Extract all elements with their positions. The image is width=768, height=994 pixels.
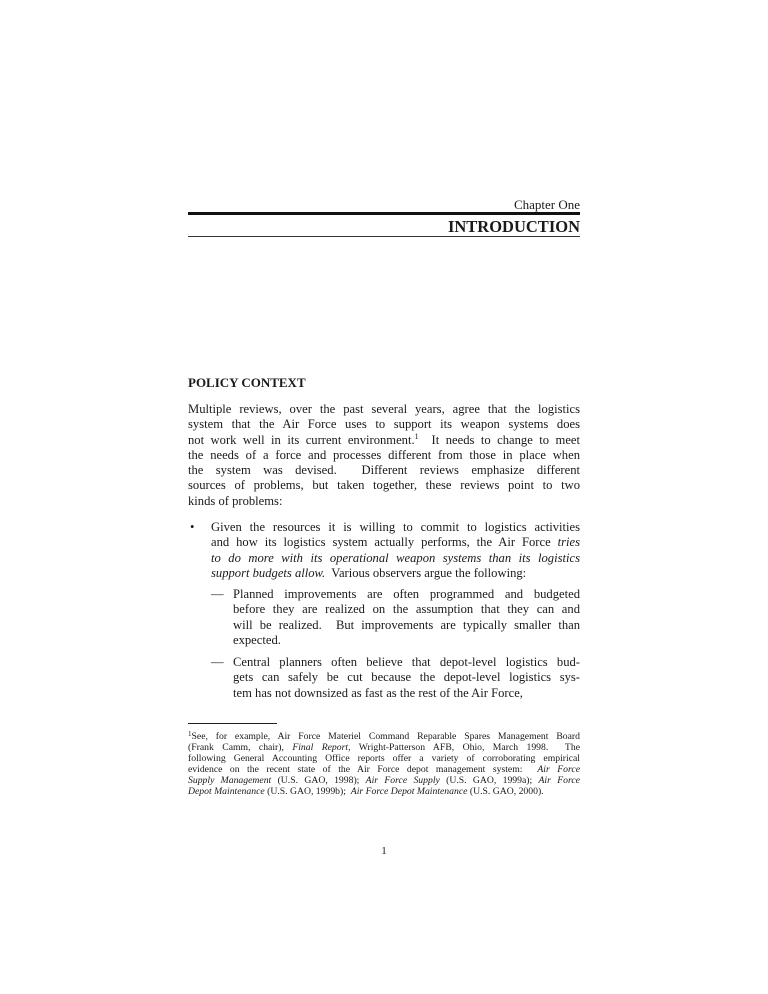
text-segment: Multiple reviews, over the past several years, agree that the logistics <box>188 402 580 416</box>
text-segment: See, for example, Air Force Materiel Command Reparable Spares Management Board <box>191 731 580 742</box>
text-segment: before they are realized on the assumption that they can and <box>233 602 580 617</box>
text-line <box>188 764 580 775</box>
text-segment: Given the resources it is willing to commit to logistics activities <box>211 520 580 534</box>
text-segment: the needs of a force and processes different from those in place when <box>188 447 580 462</box>
footnote-ref: 1 <box>414 431 419 441</box>
text-segment: and how its logistics system actually performs, the Air Force <box>211 535 558 550</box>
text-segment: the system was devised. Different reviews emphasize different <box>188 463 580 478</box>
text-line <box>188 463 580 478</box>
dash-marker: — <box>211 655 224 669</box>
chapter-rule-thin <box>188 236 580 237</box>
text-line <box>233 686 580 701</box>
dash-marker: — <box>211 587 224 601</box>
footnote <box>188 731 580 797</box>
text-segment: (U.S. GAO, 2000). <box>467 786 544 797</box>
text-line <box>188 775 580 786</box>
text-line <box>188 494 580 509</box>
text-segment: Depot Maintenance <box>188 786 265 797</box>
chapter-label: Chapter One <box>513 197 580 212</box>
text-segment: to do more with its operational weapon systems than its logistics <box>211 550 580 565</box>
text-line <box>233 587 580 602</box>
text-line <box>188 786 580 797</box>
text-line <box>211 520 580 535</box>
chapter-rule-thick <box>188 212 580 215</box>
dash-item <box>233 587 580 648</box>
text-line <box>188 448 580 463</box>
bullet-marker: • <box>190 520 195 534</box>
text-line <box>211 535 580 550</box>
text-segment: (U.S. GAO, 1998); <box>271 775 366 786</box>
text-segment: Final Report <box>292 742 349 753</box>
text-line <box>188 731 580 742</box>
text-line <box>233 602 580 617</box>
text-line <box>188 433 580 448</box>
text-segment: (Frank Camm, chair), <box>188 742 293 753</box>
text-line <box>188 417 580 432</box>
bullet-item <box>211 520 580 581</box>
text-segment: not work well in its current environment. <box>188 432 415 447</box>
text-line <box>233 655 580 670</box>
text-line <box>233 633 580 648</box>
text-segment: (U.S. GAO, 1999b); <box>264 786 351 797</box>
text-line <box>188 478 580 493</box>
footnote-rule <box>188 723 277 724</box>
text-segment: tries <box>557 535 580 550</box>
text-segment: Planned improvements are often programmed and budgeted <box>233 587 580 601</box>
text-segment: It needs to change to meet <box>418 432 580 447</box>
text-line <box>211 551 580 566</box>
text-line <box>233 618 580 633</box>
text-segment: Air Force Depot Maintenance <box>350 786 468 797</box>
text-segment: , Wright-Patterson AFB, Ohio, March 1998. The <box>348 742 580 753</box>
text-line <box>188 753 580 764</box>
text-segment: Air Force <box>538 775 580 786</box>
text-segment: Various observers argue the following: <box>325 565 527 580</box>
text-segment: evidence on the recent state of the Air Force depot management system: <box>188 764 538 775</box>
footnote-ref: 1 <box>188 730 192 738</box>
text-line <box>211 566 580 581</box>
intro-paragraph <box>188 402 580 509</box>
text-segment: tem has not downsized as fast as the rest of the Air Force, <box>233 685 523 700</box>
text-segment: Supply Management <box>188 775 272 786</box>
text-segment: Air Force <box>537 764 580 775</box>
chapter-title: INTRODUCTION <box>447 217 580 236</box>
text-segment: will be realized. But improvements are typically smaller than <box>233 617 580 632</box>
text-segment: Central planners often believe that depot-level logistics bud- <box>233 655 580 669</box>
text-segment: system that the Air Force uses to support its weapon systems does <box>188 417 580 432</box>
text-segment: Air Force Supply <box>365 775 440 786</box>
dash-item <box>233 655 580 701</box>
text-segment: gets can safely be cut because the depot-level logistics sys- <box>233 670 580 685</box>
text-segment: sources of problems, but taken together, these reviews point to two <box>188 478 580 493</box>
text-line <box>188 742 580 753</box>
section-heading: POLICY CONTEXT <box>188 375 306 390</box>
text-segment: support budgets allow. <box>211 565 326 580</box>
text-segment: (U.S. GAO, 1999a); <box>439 775 539 786</box>
text-line <box>233 670 580 685</box>
text-segment: following General Accounting Office reports offer a variety of corroborating empirical <box>188 753 580 764</box>
page-number: 1 <box>381 845 387 857</box>
text-line <box>188 402 580 417</box>
text-segment: kinds of problems: <box>188 493 283 508</box>
text-segment: expected. <box>233 632 281 647</box>
